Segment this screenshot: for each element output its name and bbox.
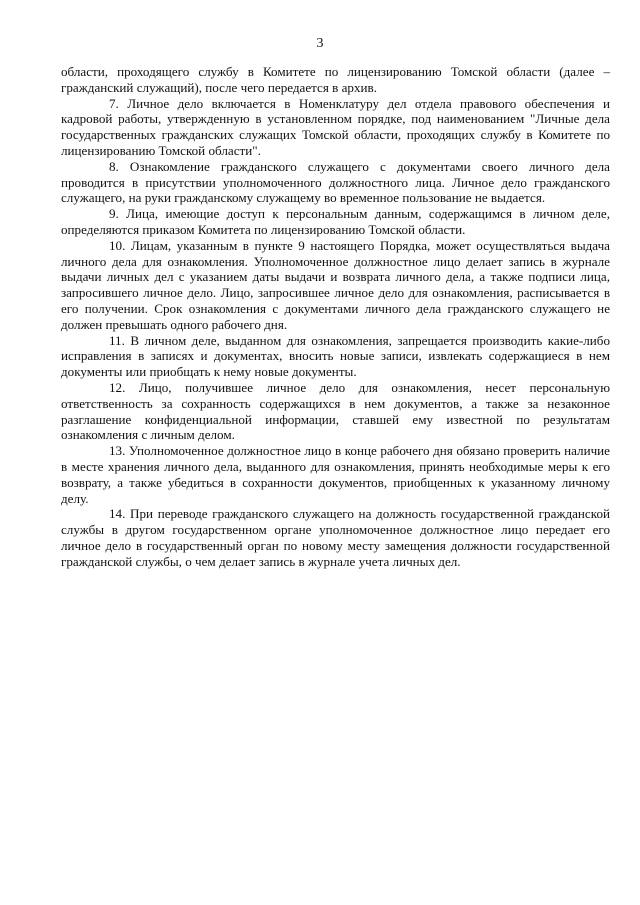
paragraph-11: 11. В личном деле, выданном для ознакомления, запрещается производить какие-либо исправления в записях и документах, вносить новые записи, извлекать содержащиеся в нем документы или приобщать к нему новые документы. <box>61 332 610 380</box>
paragraph-14: 14. При переводе гражданского служащего на должность государственной гражданской службы в другом государственном органе уполномоченное должностное лицо передает его личное дело в государственный орган по новому месту замещения должности государственной гражданской службы, о чем делает запись в журнале учета личных дел. <box>61 506 610 569</box>
document-body <box>61 64 610 570</box>
paragraph-continuation: области, проходящего службу в Комитете по лицензированию Томской области (далее – гражданский служащий), после чего передается в архив. <box>61 64 610 95</box>
paragraph-12: 12. Лицо, получившее личное дело для ознакомления, несет персональную ответственность за сохранность содержащихся в нем документов, а также за незаконное разглашение конфиденциальной информации, ставшей ему известной по результатам ознакомления с личным делом. <box>61 379 610 443</box>
paragraph-8: 8. Ознакомление гражданского служащего с документами своего личного дела проводится в присутствии уполномоченного должностного лица. Личное дело гражданского служащего, на руки гражданскому служащему во временное пользование не выдается. <box>61 158 610 206</box>
paragraph-10: 10. Лицам, указанным в пункте 9 настоящего Порядка, может осуществляться выдача личного дела для ознакомления. Уполномоченное должностное лицо делает запись в журнале выдачи личных дел с указанием даты выдачи и возврата личного дела, а также подписи лица, запросившего личное дело. Лицо, запросившее личное дело для ознакомления, расписывается в его получении. Срок ознакомления с документами личного дела гражданского служащего не должен превышать одного рабочего дня. <box>61 237 610 332</box>
paragraph-13: 13. Уполномоченное должностное лицо в конце рабочего дня обязано проверить наличие в месте хранения личного дела, выданного для ознакомления, принять необходимые меры к его возврату, а также убедиться в сохранности документов, приобщенных к указанному личному делу. <box>61 443 610 506</box>
page-number: 3 <box>316 36 324 51</box>
paragraph-7: 7. Личное дело включается в Номенклатуру дел отдела правового обеспечения и кадровой работы, утвержденную в установленном порядке, под наименованием "Личные дела государственных гражданских служащих Томской области, проходящих службу в Комитете по лицензированию Томской области". <box>61 95 610 158</box>
paragraph-9: 9. Лица, имеющие доступ к персональным данным, содержащимся в личном деле, определяются приказом Комитета по лицензированию Томской области. <box>61 206 610 237</box>
